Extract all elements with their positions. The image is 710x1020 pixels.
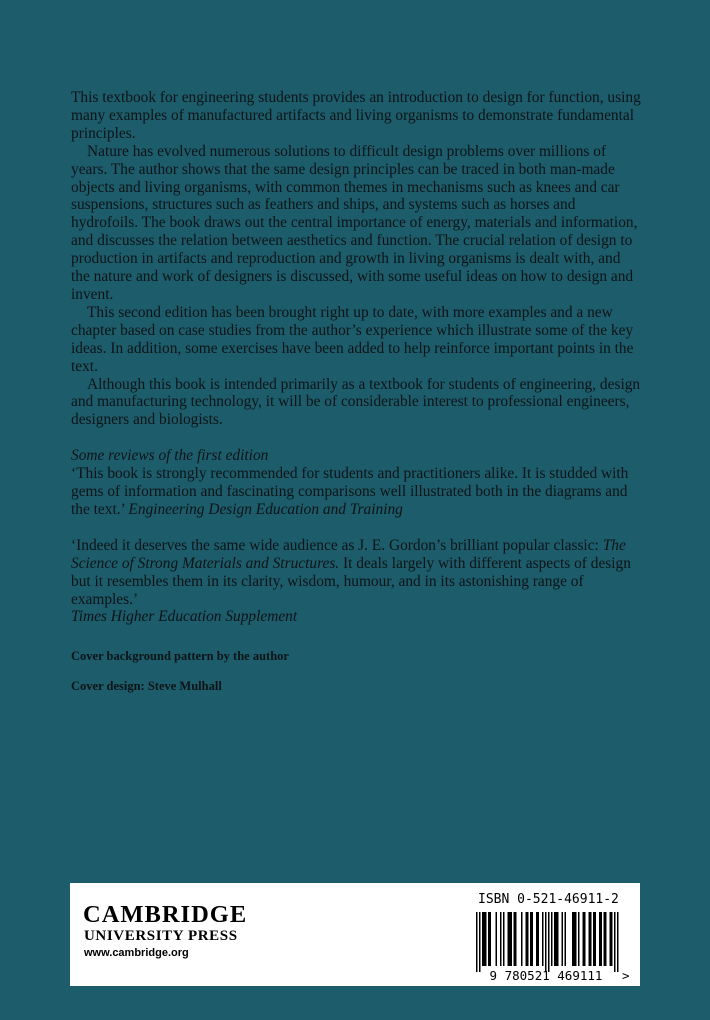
barcode-bar	[593, 912, 595, 966]
barcode-bar	[604, 912, 606, 966]
barcode-bar	[511, 912, 513, 966]
barcode-bar	[565, 912, 567, 966]
credit-design: Cover design: Steve Mulhall	[71, 679, 222, 693]
review-1-source: Engineering Design Education and Training	[128, 500, 403, 518]
barcode-bar	[515, 912, 517, 966]
barcode-bar	[554, 912, 556, 966]
barcode-bar	[583, 912, 585, 966]
barcode-bar	[601, 912, 603, 966]
barcode-bar	[527, 912, 529, 966]
barcode-bar	[482, 912, 484, 966]
review-2	[71, 537, 641, 627]
barcode-bar	[614, 912, 616, 972]
review-2-quote-start: ‘Indeed it deserves the same wide audience as J. E. Gordon’s brilliant popular classic:	[71, 536, 599, 554]
barcode-bar	[578, 912, 580, 966]
barcode-bar	[514, 912, 516, 966]
review-2-book-title: The Science of Strong Materials and Structures.	[71, 536, 626, 572]
barcode-bar	[521, 912, 523, 966]
barcode-bar	[610, 912, 612, 966]
review-1	[71, 465, 641, 519]
barcode-bar	[545, 912, 547, 972]
publisher-logo	[83, 902, 247, 959]
review-1-quote: ‘This book is strongly recommended for students and practitioners alike. It is studded with gems of information and fascinating comparisons well illustrated both in the diagrams and the text.’	[71, 465, 629, 518]
barcode-bar	[530, 912, 532, 966]
barcode-bar	[496, 912, 498, 966]
barcode-bar	[536, 912, 538, 966]
barcode-bar	[500, 912, 502, 966]
barcode-bar	[575, 912, 577, 966]
publisher-panel	[70, 883, 640, 986]
blurb-paragraph-4: Although this book is intended primarily as a textbook for students of engineering, design and manufacturing technology, it will be of considerable interest to professional engineers, designers and biologists.	[71, 375, 641, 429]
barcode-bar	[485, 912, 487, 966]
barcode-bar	[557, 912, 559, 966]
barcode-bar	[490, 912, 492, 966]
barcode-bar	[508, 912, 510, 966]
barcode-bar	[538, 912, 540, 966]
barcode-bar	[556, 912, 558, 966]
barcode-bar	[574, 912, 576, 966]
barcode-quiet-marker: >	[622, 968, 630, 982]
barcode-bar	[542, 912, 544, 966]
back-cover-blurb	[71, 89, 641, 626]
barcode-bar	[548, 912, 550, 972]
barcode-bar	[509, 912, 511, 966]
barcode-bar	[562, 912, 564, 966]
barcode-bar	[611, 912, 613, 966]
credit-pattern: Cover background pattern by the author	[71, 649, 289, 663]
barcode-bar	[572, 912, 574, 966]
publisher-url[interactable]: www.cambridge.org	[84, 947, 189, 959]
barcode-bar	[488, 912, 490, 966]
barcode	[460, 912, 630, 982]
barcode-bar	[584, 912, 586, 966]
cover-credits	[71, 649, 289, 709]
barcode-bar	[551, 912, 553, 966]
publisher-name-line1: CAMBRIDGE	[83, 901, 248, 928]
review-2-quote-end: It deals largely with different aspects of design but it resembles them in its clarity, wisdom, humour, and in its astonishing range of examples.’	[71, 554, 631, 608]
barcode-bar	[589, 912, 591, 966]
barcode-bar	[590, 912, 592, 966]
blurb-paragraph-2: Nature has evolved numerous solutions to difficult design problems over millions of years. The author shows that the same design principles can be traced in both man-made objects and living organisms, with common themes in mechanisms such as knees and car suspensions, structures such as feathers and ships, and systems such as horses and hydrofoils. The book draws out the central importance of energy, materials and information, and discusses the relation between aesthetics and function. The crucial relation of design to production in artifacts and reproduction and growth in living organisms is dealt with, and the nature and work of designers is discussed, with some useful ideas on how to design and invent.	[71, 142, 638, 303]
barcode-text: 9 780521 469111	[489, 968, 603, 982]
review-2-source: Times Higher Education Supplement	[71, 608, 298, 626]
barcode-bar	[503, 912, 505, 966]
barcode-bar	[476, 912, 478, 972]
barcode-bar	[484, 912, 486, 966]
barcode-bar	[605, 912, 607, 966]
barcode-bar	[595, 912, 597, 966]
barcode-bar	[526, 912, 528, 966]
barcode-bar	[599, 912, 601, 966]
blurb-paragraph-1: This textbook for engineering students provides an introduction to design for function, using many examples of manufactured artifacts and living organisms to demonstrate fundamental principles.	[71, 89, 641, 142]
isbn-label: ISBN 0-521-46911-2	[478, 892, 619, 907]
barcode-bars	[476, 912, 619, 972]
barcode-bar	[532, 912, 534, 966]
reviews-heading: Some reviews of the first edition	[71, 447, 269, 465]
blurb-paragraph-3: This second edition has been brought right up to date, with more examples and a new chapter based on case studies from the author’s experience which illustrate some of the key ideas. In addition, some exercises have been added to help reinforce important points in the text.	[71, 303, 634, 375]
publisher-name-line2: UNIVERSITY PRESS	[84, 928, 238, 944]
barcode-bar	[479, 912, 481, 972]
barcode-bar	[617, 912, 619, 972]
